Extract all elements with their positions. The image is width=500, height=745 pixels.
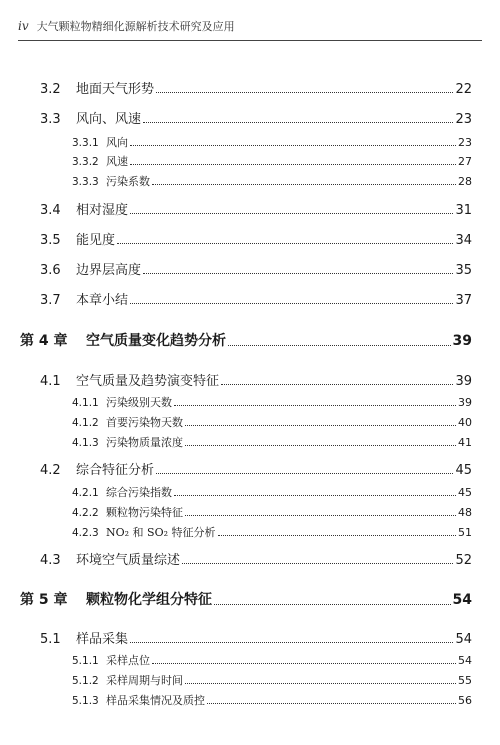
toc-entry-page: 34 [455, 233, 472, 248]
toc-entry-page: 54 [452, 592, 472, 608]
toc-entry-number: 4.1.3 [72, 437, 99, 449]
toc-entry-number: 3.3.2 [72, 156, 99, 168]
dot-leader [182, 562, 453, 564]
toc-entry-3-2[interactable] [40, 78, 472, 97]
dot-leader [130, 144, 456, 146]
dot-leader [130, 302, 453, 304]
toc-entry-3-6[interactable] [40, 259, 472, 278]
toc-entry-number: 5.1.1 [72, 655, 99, 667]
toc-chapter-title: 空气质量变化趋势分析 [86, 333, 226, 349]
toc-entry-page: 45 [458, 486, 472, 499]
toc-entry-number: 4.1.1 [72, 397, 99, 409]
toc-entry-title: 本章小结 [76, 293, 129, 308]
toc-entry-number: 3.7 [40, 293, 61, 308]
toc-entry-title: 采样周期与时间 [106, 674, 183, 687]
toc-entry-number: 4.2.1 [72, 487, 99, 499]
toc-entry-page: 41 [458, 436, 472, 449]
toc-entry-number: 5.1.3 [72, 695, 99, 707]
toc-entry-title: 污染系数 [106, 175, 150, 188]
toc-entry-title: 污染级别天数 [106, 396, 172, 409]
toc-entry-4-1-1[interactable] [72, 394, 472, 410]
dot-leader [185, 514, 456, 516]
toc-entry-title: 风速 [106, 155, 128, 168]
toc-entry-title: NO₂ 和 SO₂ 特征分析 [106, 526, 216, 539]
toc-entry-page: 35 [455, 263, 472, 278]
toc-entry-number: 4.1.2 [72, 417, 99, 429]
toc-entry-number: 4.2 [40, 463, 61, 478]
dot-leader [185, 444, 456, 446]
toc-entry-3-3[interactable] [40, 108, 472, 127]
toc-entry-3-4[interactable] [40, 199, 472, 218]
header-rule [18, 40, 482, 41]
toc-entry-page: 28 [458, 175, 472, 188]
toc-chapter-4[interactable] [20, 330, 472, 350]
toc-entry-title: 颗粒物污染特征 [106, 506, 183, 519]
toc-entry-page: 31 [455, 203, 472, 218]
toc-entry-4-2[interactable] [40, 459, 472, 478]
toc-entry-number: 3.3.1 [72, 137, 99, 149]
toc-entry-number: 3.2 [40, 82, 61, 97]
dot-leader [174, 404, 456, 406]
toc-entry-title: 空气质量及趋势演变特征 [76, 374, 220, 389]
dot-leader [221, 383, 453, 385]
dot-leader [117, 242, 453, 244]
toc-entry-5-1-1[interactable] [72, 652, 472, 668]
dot-leader [218, 534, 456, 536]
page-number: iv [18, 19, 29, 33]
toc-entry-4-1-3[interactable] [72, 434, 472, 450]
toc-entry-3-5[interactable] [40, 229, 472, 248]
toc-entry-page: 22 [455, 82, 472, 97]
dot-leader [130, 641, 453, 643]
dot-leader [185, 682, 456, 684]
toc-entry-4-2-3[interactable] [72, 524, 472, 540]
toc-entry-page: 23 [458, 136, 472, 149]
toc-entry-4-2-2[interactable] [72, 504, 472, 520]
toc-entry-number: 3.6 [40, 263, 61, 278]
dot-leader [185, 424, 456, 426]
toc-entry-page: 48 [458, 506, 472, 519]
toc-entry-page: 27 [458, 155, 472, 168]
toc-entry-3-3-2[interactable] [72, 153, 472, 169]
toc-entry-3-3-1[interactable] [72, 134, 472, 150]
toc-entry-title: 综合污染指数 [106, 486, 172, 499]
dot-leader [130, 163, 456, 165]
toc-chapter-title: 颗粒物化学组分特征 [86, 592, 212, 608]
toc-entry-title: 边界层高度 [76, 263, 142, 278]
toc-entry-page: 51 [458, 526, 472, 539]
toc-entry-number: 4.2.2 [72, 507, 99, 519]
dot-leader [156, 472, 453, 474]
dot-leader [143, 121, 453, 123]
toc-entry-3-7[interactable] [40, 289, 472, 308]
dot-leader [130, 212, 453, 214]
toc-entry-number: 3.3.3 [72, 176, 99, 188]
toc-entry-page: 39 [455, 374, 472, 389]
toc-entry-page: 45 [455, 463, 472, 478]
toc-entry-title: 能见度 [76, 233, 116, 248]
toc-entry-title: 地面天气形势 [76, 82, 155, 97]
toc-entry-number: 4.3 [40, 553, 61, 568]
toc-entry-4-1-2[interactable] [72, 414, 472, 430]
toc-entry-title: 污染物质量浓度 [106, 436, 183, 449]
toc-chapter-number: 第 5 章 [20, 592, 68, 608]
dot-leader [174, 494, 456, 496]
toc-entry-4-2-1[interactable] [72, 484, 472, 500]
toc-entry-5-1-3[interactable] [72, 692, 472, 708]
running-header [18, 18, 235, 32]
toc-entry-5-1[interactable] [40, 628, 472, 647]
toc-entry-title: 风向、风速 [76, 112, 142, 127]
toc-entry-title: 环境空气质量综述 [76, 553, 181, 568]
toc-entry-page: 39 [452, 333, 472, 349]
toc-chapter-number: 第 4 章 [20, 333, 68, 349]
toc-entry-title: 风向 [106, 136, 128, 149]
toc-entry-number: 4.2.3 [72, 527, 99, 539]
toc-entry-4-3[interactable] [40, 549, 472, 568]
toc-entry-title: 首要污染物天数 [106, 416, 183, 429]
toc-entry-title: 相对湿度 [76, 203, 129, 218]
dot-leader [143, 272, 453, 274]
dot-leader [207, 702, 456, 704]
dot-leader [228, 344, 451, 346]
toc-entry-page: 56 [458, 694, 472, 707]
toc-entry-page: 23 [455, 112, 472, 127]
toc-entry-page: 37 [455, 293, 472, 308]
toc-entry-5-1-2[interactable] [72, 672, 472, 688]
dot-leader [152, 183, 456, 185]
toc-entry-page: 39 [458, 396, 472, 409]
toc-entry-page: 52 [455, 553, 472, 568]
dot-leader [156, 91, 453, 93]
toc-entry-title: 综合特征分析 [76, 463, 155, 478]
toc-entry-number: 3.3 [40, 112, 61, 127]
toc-entry-number: 5.1 [40, 632, 61, 647]
toc-entry-page: 40 [458, 416, 472, 429]
toc-entry-number: 3.4 [40, 203, 61, 218]
dot-leader [152, 662, 456, 664]
toc-entry-number: 4.1 [40, 374, 61, 389]
toc-entry-title: 样品采集情况及质控 [106, 694, 205, 707]
dot-leader [214, 603, 451, 605]
book-title: 大气颗粒物精细化源解析技术研究及应用 [36, 20, 235, 33]
toc-chapter-5[interactable] [20, 589, 472, 609]
toc-entry-number: 5.1.2 [72, 675, 99, 687]
toc-entry-number: 3.5 [40, 233, 61, 248]
toc-entry-page: 54 [458, 654, 472, 667]
toc-entry-title: 采样点位 [106, 654, 150, 667]
toc-entry-page: 55 [458, 674, 472, 687]
toc-entry-3-3-3[interactable] [72, 173, 472, 189]
toc-entry-4-1[interactable] [40, 370, 472, 389]
toc-entry-title: 样品采集 [76, 632, 129, 647]
toc-entry-page: 54 [455, 632, 472, 647]
